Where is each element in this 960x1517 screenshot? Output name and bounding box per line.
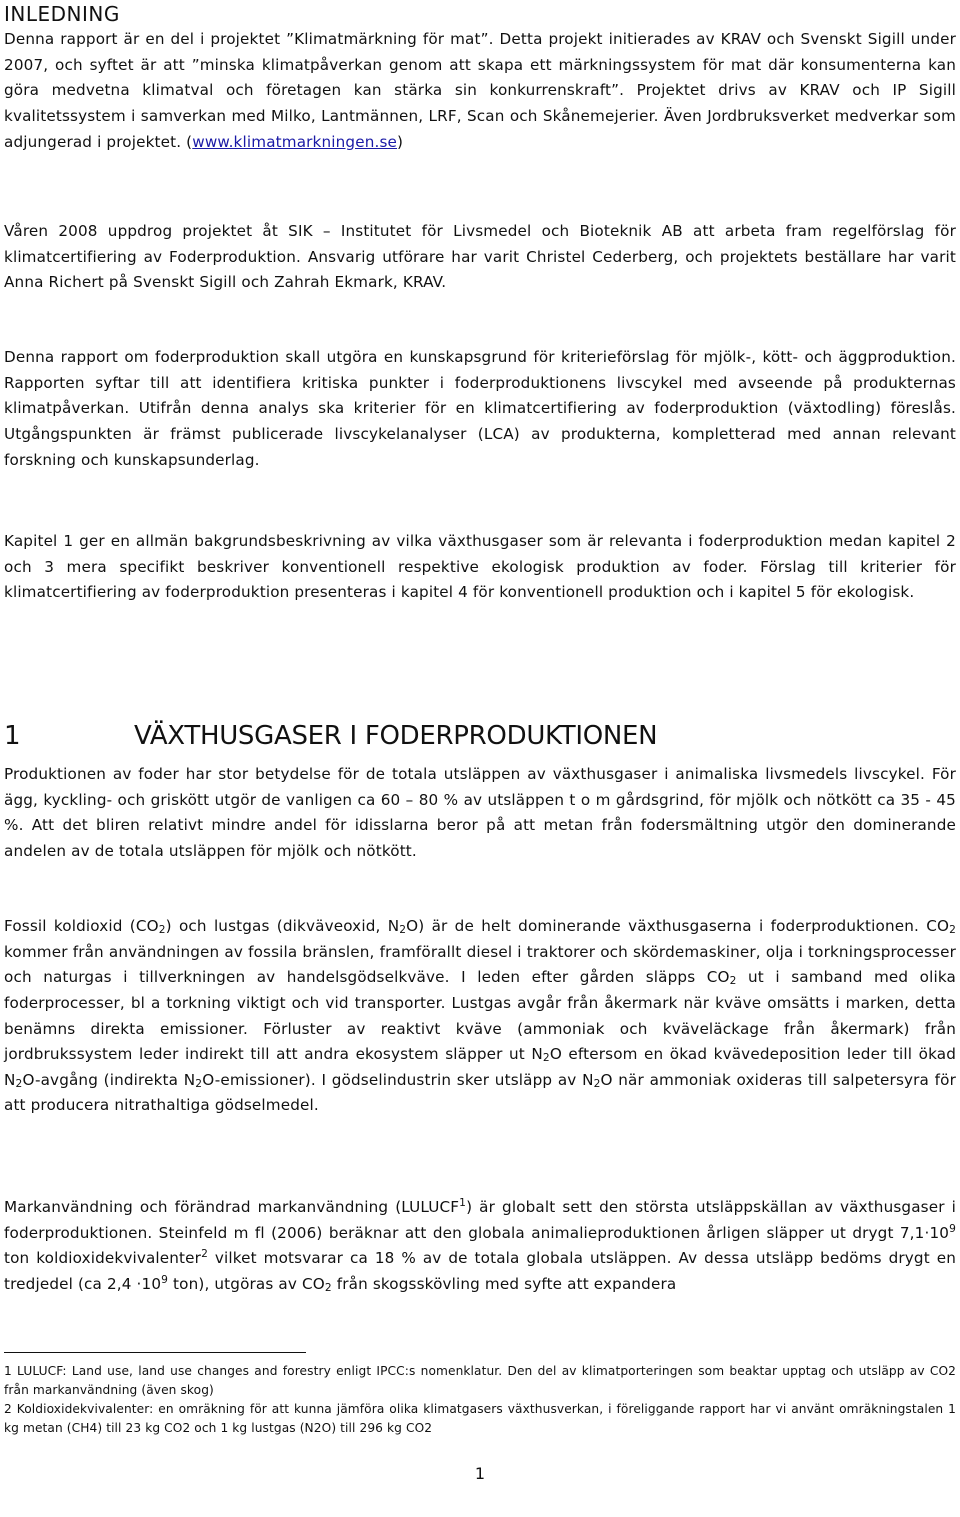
intro-paragraph-3: Denna rapport om foderproduktion skall utgöra en kunskapsgrund för kriterieförslag för mjölk-, kött- och äggproduktion. Rapporten syftar till att identifiera kritiska punkter i foderproduktionens livscykel med avseende på produkternas klimatpåverkan. Utifrån denna analys ska kriterier för en klimatcertifiering av foderproduktion (växtodling) föreslås. Utgångspunkten är främst publicerade livscykelanalyser (LCA) av produkterna, kompletterad med annan relevant forskning och kunskapsunderlag. [4, 348, 956, 469]
exponent: 9 [949, 1221, 956, 1235]
intro-paragraph-4: Kapitel 1 ger en allmän bakgrundsbeskrivning av vilka växthusgaser som är relevanta i foderproduktion medan kapitel 2 och 3 mera specifikt beskriver konventionell respektive ekologisk produktion av foder. Förslag till kriterier för klimatcertifiering av foderproduktion presenteras i kapitel 4 för konventionell produktion och i kapitel 5 för ekologisk. [4, 532, 956, 602]
subscript: 2 [542, 1051, 550, 1065]
intro-paragraph-1-close: ) [397, 132, 404, 151]
footnote-ref-2: 2 [201, 1247, 208, 1261]
footnote-ref-1: 1 [459, 1196, 467, 1210]
footnote-1: 1 LULUCF: Land use, land use changes and forestry enligt IPCC:s nomenklatur. Den del av klimatporteringen som beaktar upptag och utsläpp av CO2 från markanvändning (även skog) [4, 1364, 956, 1397]
intro-heading: INLEDNING [4, 2, 120, 26]
p3-text: ton), utgöras av CO [168, 1274, 325, 1293]
p3-text: Markanvändning och förändrad markanvändning (LULUCF [4, 1198, 460, 1217]
p2-text: O) är de helt dominerande växthusgaserna i foderproduktionen. CO [406, 917, 950, 936]
p2-text: kommer från användningen av fossila bränslen, framförallt diesel i traktorer och skördemaskiner, olja i torkningsprocesser och naturgas i tillverkningen av handelsgödselkväve. I leden efter gården släpps CO [4, 942, 956, 987]
chapter-title: VÄXTHUSGASER I FODERPRODUKTIONEN [134, 721, 658, 751]
p3-text: från skogsskövling med syfte att expandera [331, 1274, 677, 1293]
p3-text: ton koldioxidekvivalenter [4, 1249, 202, 1268]
intro-paragraph-1 [4, 27, 956, 155]
p3-text: vilket motsvarar ca 18 % av de totala globala utsläppen. Av dessa utsläpp bedöms drygt en tredjedel (ca 2,4 ·10 [4, 1249, 957, 1293]
chapter-paragraph-3 [4, 1195, 956, 1297]
chapter-paragraph-2 [4, 914, 956, 1119]
p2-text: O när ammoniak oxideras till salpetersyra för att producera nitrathaltiga gödselmedel. [4, 1070, 956, 1115]
p2-text: ut i samband med olika foderprocesser, bl a torkning viktigt och vid transporter. Lustgas avgår från åkermark när kväve omsätts i marken, detta benämns direkta emissioner. Förluster av reaktivt kväve (ammoniak och kväveläckage från åkermark) från jordbrukssystem leder indirekt till att andra ekosystem släpper ut N [4, 968, 956, 1064]
footnote-2: 2 Koldioxidekvivalenter: en omräkning för att kunna jämföra olika klimatgasers växthusverkan, i föreliggande rapport har vi använt omräkningstalen 1 kg metan (CH4) till 23 kg CO2 och 1 kg lustgas (N2O) till 296 kg CO2 [4, 1402, 956, 1435]
p2-text: ) och lustgas (dikväveoxid, N [165, 917, 400, 936]
chapter-paragraph-1: Produktionen av foder har stor betydelse för de totala utsläppen av växthusgaser i animaliska livsmedels livscykel. För ägg, kyckling- och griskött utgör de vanligen ca 60 – 80 % av utsläppen t o m gårdsgrind, för mjölk och nötkött ca 35 - 45 %. Att det bliren relativt mindre andel för idisslarna beror på att metan från fodersmältning utgör den dominerande andelen av de totala utsläppen för mjölk och nötkött. [4, 765, 956, 860]
footnote-divider [4, 1352, 306, 1353]
subscript: 2 [15, 1076, 23, 1090]
p2-text: O-emissioner). I gödselindustrin sker utsläpp av N [202, 1070, 594, 1089]
p3-text: ) är globalt sett den största utsläppskällan av växthusgaser i foderproduktionen. Steinfeld m fl (2006) beräknar att den globala animalieproduktionen årligen släpper ut drygt 7,1·10 [4, 1198, 956, 1242]
intro-paragraph-2: Våren 2008 uppdrog projektet åt SIK – Institutet för Livsmedel och Bioteknik AB att arbeta fram regelförslag för klimatcertifiering av Foderproduktion. Ansvarig utförare har varit Christel Cederberg, och projektets beställare har varit Anna Richert på Svenskt Sigill och Zahrah Ekmark, KRAV. [4, 222, 956, 292]
subscript: 2 [324, 1280, 332, 1294]
intro-paragraph-1-text: Denna rapport är en del i projektet ”Klimatmärkning för mat”. Detta projekt initierades av KRAV och Svenskt Sigill under 2007, och syftet är att ”minska klimatpåverkan genom att skapa ett märkningssystem för mat där konsumenterna kan göra medvetna klimatval och företagen kan stärka sin konkurrenskraft”. Projektet drivs av KRAV och IP Sigill kvalitetssystem i samverkan med Milko, Lantmännen, LRF, Scan och Skånemejerier. Även Jordbruksverket medverkar som adjungerad i projektet. ( [4, 30, 956, 151]
chapter-number: 1 [4, 721, 21, 751]
chapter-heading [4, 718, 657, 754]
exponent: 9 [161, 1272, 169, 1286]
subscript: 2 [593, 1076, 601, 1090]
subscript: 2 [729, 974, 737, 988]
page-number: 1 [474, 1464, 486, 1483]
p2-text: O eftersom en ökad kvävedeposition leder till ökad N [4, 1045, 957, 1089]
subscript: 2 [399, 923, 407, 937]
subscript: 2 [195, 1076, 203, 1090]
footnotes [4, 1362, 956, 1438]
subscript: 2 [949, 923, 957, 937]
subscript: 2 [158, 923, 166, 937]
p2-text: O-avgång (indirekta N [22, 1070, 196, 1089]
p2-text: Fossil koldioxid (CO [4, 917, 159, 936]
klimatmarkningen-link[interactable]: www.klimatmarkningen.se [192, 132, 398, 151]
